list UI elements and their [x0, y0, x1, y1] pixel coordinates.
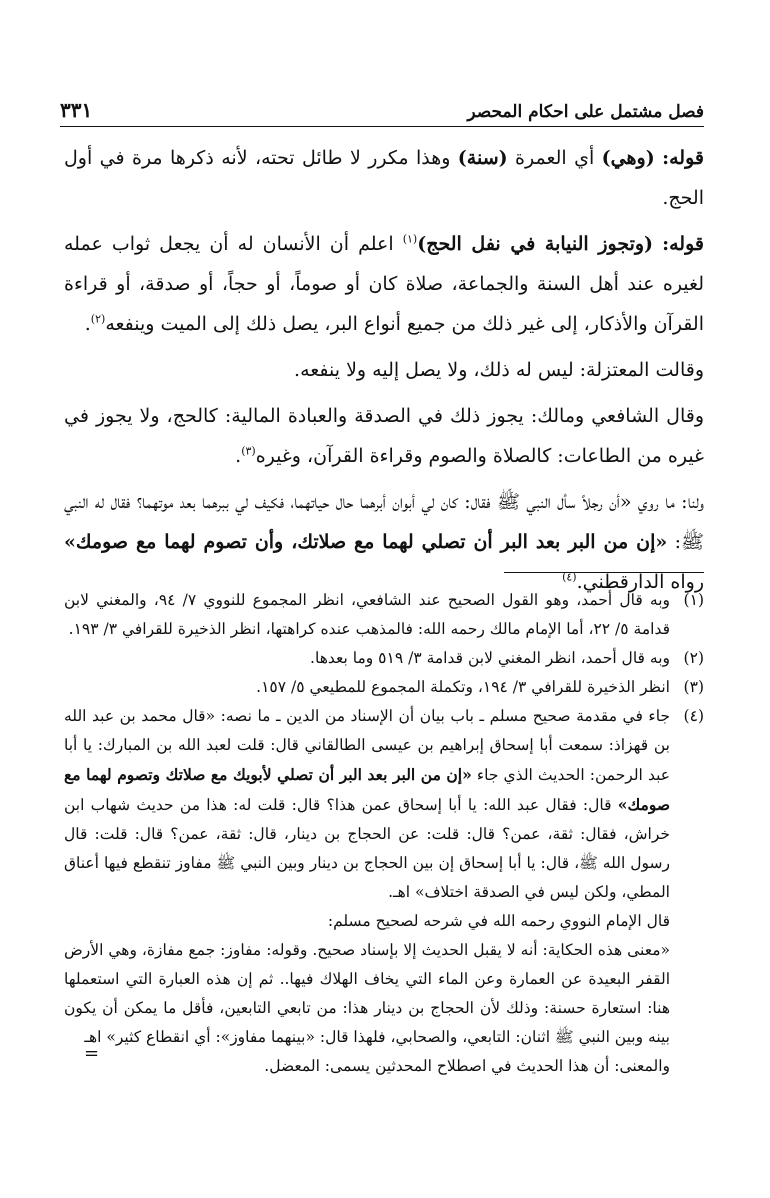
main-text: [64, 138, 704, 608]
lead-word: قوله:: [662, 147, 704, 169]
footnote-3: [64, 673, 704, 702]
commentary-text: أي العمرة: [507, 147, 602, 169]
commentary-text: وهذا مكرر لا طائل تحته، لأنه ذكرها مرة في أول الحج.: [64, 147, 704, 209]
footnote-number: (٤): [683, 707, 704, 725]
footnote-text: [64, 702, 670, 1081]
footnote-ref-3[interactable]: (٣): [241, 444, 256, 458]
footnote-4-text: جاء في مقدمة صحيح مسلم ـ باب بيان أن الإسناد من الدين ـ ما نصه: «قال محمد بن عبد الله بن قهزاذ: سمعت أبا إسحاق إبراهيم بن عيسى الطالقاني قال: قلت لعبد الله بن المبارك: يا أبا عبد الرحمن: الحديث الذي جاء: [64, 707, 671, 784]
footnotes: [64, 586, 704, 1081]
matn-quote: (وتجوز النيابة في نفل الحج): [417, 233, 654, 255]
running-title: فصل مشتمل على احكام المحصر: [467, 102, 704, 122]
paragraph-3: وقالت المعتزلة: ليس له ذلك، ولا يصل إليه ولا ينفعه.: [294, 359, 704, 381]
continuation-mark: =: [84, 1043, 100, 1064]
footnote-ref-4[interactable]: (٤): [562, 570, 577, 584]
footnote-2: [64, 644, 704, 673]
footnote-1: [64, 586, 704, 644]
footnote-4-para-3: «معنى هذه الحكاية: أنه لا يقبل الحديث إلا بإسناد صحيح. وقوله: مفاوز: جمع مفازة، وهي الأرض القفر البعيدة عن العمارة وعن الماء التي يخاف الهلاك فيها.. ثم إن هذه العبارة التي استعملها هنا: استعارة حسنة: وذلك لأن الحجاج بن دينار هذا: من تابعي التابعين، فأقل ما يمكن أن يكون بينه وبين النبي ﷺ اثنان: التابعي، والصحابي، فلهذا قال: «بينهما مفاوز»: أي انقطاع كثير» اهـ: [64, 941, 670, 1046]
footnote-text: انظر الذخيرة للقرافي ٣/ ١٩٤، وتكملة المجموع للمطيعي ٥/ ١٥٧.: [256, 678, 670, 696]
matn-quote: (سنة): [457, 147, 508, 169]
paragraph-5: [64, 482, 704, 602]
footnote-separator: [504, 572, 704, 573]
footnote-4-text: قال: فقال عبد الله: يا أبا إسحاق عمن هذا؟ قال: قلت له: هذا من حديث شهاب ابن خراش، فقال: ثقة، عمن؟ قال: قلت: عن الحجاج بن دينار، قال: ثقة، عمن؟ قال: قلت: قال رسول الله ﷺ، قال: يا أبا إسحاق إن بين الحجاج بن دينار وبين النبي ﷺ مفاوز تنقطع فيها أعناق المطي، ولكن ليس في الصدقة اختلاف» اهـ.: [64, 796, 670, 901]
footnote-4-para-2: قال الإمام النووي رحمه الله في شرحه لصحيح مسلم:: [327, 912, 670, 930]
commentary-text: رواه الدارقطني.: [576, 571, 704, 593]
footnote-number: (٣): [683, 678, 704, 696]
commentary-text: اعلم أن الأنسان له أن يجعل ثواب عمله لغيره عند أهل السنة والجماعة، صلاة كان أو صوماً، أو حجاً، أو صدقة، أو قراءة القرآن والأذكار، إلى غير ذلك من جميع أنواع البر، يصل ذلك إلى الميت وينفعه: [64, 233, 704, 335]
footnote-number: (٢): [683, 649, 704, 667]
footnote-4: [64, 702, 704, 1081]
paragraph-1: [64, 138, 704, 218]
footnote-text: وبه قال أحمد، انظر المغني لابن قدامة ٣/ ٥١٩ وما بعدها.: [310, 649, 670, 667]
hadith-quote: «إن من البر بعد البر أن تصلي لأبويك مع صلاتك وتصوم لهما مع صومك»: [64, 765, 670, 814]
paragraph-2: [64, 224, 704, 344]
footnote-text: وبه قال أحمد، وهو القول الصحيح عند الشافعي، انظر المجموع للنووي ٧/ ٩٤، والمغني لابن قدامة ٥/ ٢٢، أما الإمام مالك رحمه الله: فالمذهب عنده كراهتها، انظر الذخيرة للقرافي ٣/ ١٩٣.: [64, 591, 670, 638]
footnote-4-para-4: والمعنى: أن هذا الحديث في اصطلاح المحدثين يسمى: المعضل.: [264, 1057, 670, 1075]
footnote-number: (١): [683, 591, 704, 609]
paragraph-4: [64, 396, 704, 476]
footnote-4-para-1: [64, 702, 670, 907]
commentary-text: وقال الشافعي ومالك: يجوز ذلك في الصدقة والعبادة المالية: كالحج، ولا يجوز في غيره من الطاعات: كالصلاة والصوم وقراءة القرآن، وغيره: [64, 405, 704, 467]
page-number: ٣٣١: [60, 98, 93, 122]
matn-quote: (وهي): [601, 147, 655, 169]
period: .: [235, 445, 242, 467]
commentary-text: ولنا: ما روي «أن رجلاً سأل النبي ﷺ فقال: كان لي أبوان أبرهما حال حياتهما، فكيف لي ببرهما بعد موتهما؟ فقال له النبي ﷺ:: [64, 491, 704, 553]
footnote-ref-1[interactable]: (١): [402, 232, 418, 246]
page-header: [60, 90, 704, 127]
lead-word: قوله:: [662, 233, 704, 255]
period: .: [84, 313, 91, 335]
footnote-ref-2[interactable]: (٢): [90, 312, 106, 326]
hadith-quote: «إن من البر بعد البر أن تصلي لهما مع صلاتك، وأن تصوم لهما مع صومك»: [64, 531, 668, 553]
